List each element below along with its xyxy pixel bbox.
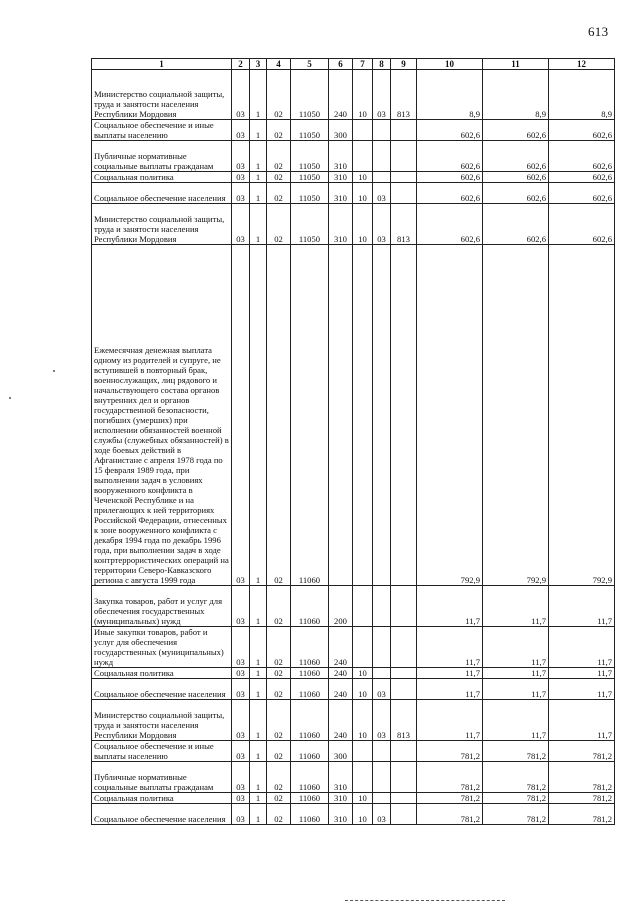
- row-code-cell: [329, 245, 353, 586]
- row-code-cell: 310: [329, 172, 353, 183]
- row-code-cell: [391, 679, 417, 700]
- row-code-cell: 300: [329, 741, 353, 762]
- row-code-cell: 310: [329, 793, 353, 804]
- row-code-cell: 8,9: [549, 70, 615, 120]
- row-code-cell: 10: [353, 172, 373, 183]
- row-code-cell: 1: [250, 245, 267, 586]
- row-code-cell: [391, 172, 417, 183]
- row-name-cell: Ежемесячная денежная выплата одному из родителей и супруге, не вступившей в повторный брак, военнослужащих, лиц рядового и начальствующего состава органов внутренних дел и органов государственной безопасности, погибших (умерших) при исполнении обязанностей военной службы (служебных обязанностей) в ходе боевых действий в Афганистане с апреля 1978 года по 15 февраля 1989 года, при выполнении задач в условиях вооруженного конфликта в Чеченской Республике и на прилегающих к ней территориях Российской Федерации, отнесенных к зоне вооруженного конфликта с декабря 1994 года по декабрь 1996 года, при выполнении задач в ходе контртеррористических операций на территории Северо-Кавказского региона с августа 1999 года: [92, 245, 232, 586]
- row-code-cell: 03: [232, 741, 250, 762]
- row-code-cell: 03: [232, 245, 250, 586]
- row-code-cell: 03: [373, 679, 391, 700]
- row-code-cell: 11050: [291, 172, 329, 183]
- row-code-cell: 11,7: [417, 627, 483, 668]
- row-name-cell: Министерство социальной защиты, труда и занятости населения Республики Мордовия: [92, 204, 232, 245]
- row-code-cell: 781,2: [549, 741, 615, 762]
- row-code-cell: 10: [353, 804, 373, 825]
- row-code-cell: 11060: [291, 245, 329, 586]
- row-code-cell: 11,7: [417, 586, 483, 627]
- row-code-cell: 11050: [291, 141, 329, 172]
- row-code-cell: 602,6: [549, 141, 615, 172]
- row-code-cell: 10: [353, 204, 373, 245]
- row-code-cell: 602,6: [417, 172, 483, 183]
- row-code-cell: 11060: [291, 700, 329, 741]
- row-code-cell: 02: [267, 172, 291, 183]
- row-code-cell: [391, 141, 417, 172]
- table-row: [92, 586, 615, 627]
- row-code-cell: 11,7: [483, 679, 549, 700]
- row-code-cell: 781,2: [417, 741, 483, 762]
- row-code-cell: [373, 245, 391, 586]
- row-code-cell: 11,7: [483, 586, 549, 627]
- row-code-cell: 602,6: [417, 141, 483, 172]
- row-code-cell: 02: [267, 700, 291, 741]
- row-code-cell: 781,2: [483, 762, 549, 793]
- row-code-cell: 11,7: [549, 627, 615, 668]
- row-code-cell: 11050: [291, 183, 329, 204]
- row-code-cell: 1: [250, 762, 267, 793]
- row-code-cell: 02: [267, 204, 291, 245]
- row-code-cell: 11050: [291, 204, 329, 245]
- row-code-cell: 03: [373, 70, 391, 120]
- row-code-cell: 781,2: [483, 793, 549, 804]
- row-code-cell: 11060: [291, 627, 329, 668]
- row-code-cell: 02: [267, 627, 291, 668]
- table-row: [92, 668, 615, 679]
- row-code-cell: 11,7: [483, 700, 549, 741]
- row-code-cell: 813: [391, 204, 417, 245]
- row-code-cell: 11,7: [483, 627, 549, 668]
- row-code-cell: 1: [250, 679, 267, 700]
- table-row: [92, 762, 615, 793]
- row-code-cell: 240: [329, 668, 353, 679]
- row-code-cell: 602,6: [483, 120, 549, 141]
- column-header: 10: [417, 59, 483, 70]
- row-code-cell: 300: [329, 120, 353, 141]
- row-code-cell: 02: [267, 141, 291, 172]
- row-code-cell: [391, 762, 417, 793]
- row-code-cell: 602,6: [483, 183, 549, 204]
- row-code-cell: 602,6: [549, 183, 615, 204]
- row-code-cell: 11050: [291, 70, 329, 120]
- row-code-cell: 781,2: [549, 804, 615, 825]
- table-row: [92, 70, 615, 120]
- row-code-cell: [353, 627, 373, 668]
- row-code-cell: 602,6: [417, 183, 483, 204]
- row-code-cell: 03: [232, 120, 250, 141]
- row-code-cell: 11060: [291, 762, 329, 793]
- row-code-cell: 310: [329, 804, 353, 825]
- row-code-cell: 1: [250, 741, 267, 762]
- row-code-cell: 602,6: [549, 172, 615, 183]
- table-row: [92, 183, 615, 204]
- row-code-cell: [353, 741, 373, 762]
- row-code-cell: 11060: [291, 586, 329, 627]
- row-code-cell: [391, 804, 417, 825]
- row-code-cell: 02: [267, 679, 291, 700]
- column-header: 3: [250, 59, 267, 70]
- row-code-cell: 03: [373, 804, 391, 825]
- row-name-cell: Социальная политика: [92, 668, 232, 679]
- row-code-cell: 03: [232, 204, 250, 245]
- row-code-cell: [373, 586, 391, 627]
- row-code-cell: 11060: [291, 679, 329, 700]
- row-code-cell: 10: [353, 183, 373, 204]
- row-code-cell: 02: [267, 70, 291, 120]
- table-row: [92, 141, 615, 172]
- row-code-cell: 03: [232, 586, 250, 627]
- table-row: [92, 793, 615, 804]
- row-code-cell: 792,9: [483, 245, 549, 586]
- row-code-cell: 781,2: [417, 793, 483, 804]
- row-code-cell: 1: [250, 793, 267, 804]
- row-code-cell: 02: [267, 120, 291, 141]
- row-code-cell: 602,6: [483, 172, 549, 183]
- row-code-cell: 1: [250, 172, 267, 183]
- row-code-cell: [353, 120, 373, 141]
- column-header: 9: [391, 59, 417, 70]
- row-code-cell: 11060: [291, 668, 329, 679]
- row-name-cell: Министерство социальной защиты, труда и занятости населения Республики Мордовия: [92, 700, 232, 741]
- column-header: 12: [549, 59, 615, 70]
- row-name-cell: Публичные нормативные социальные выплаты гражданам: [92, 141, 232, 172]
- row-code-cell: 03: [373, 183, 391, 204]
- scan-speck: [9, 397, 11, 399]
- row-code-cell: 02: [267, 741, 291, 762]
- row-code-cell: 8,9: [417, 70, 483, 120]
- row-code-cell: 03: [232, 70, 250, 120]
- row-code-cell: 310: [329, 141, 353, 172]
- header-row: [92, 59, 615, 70]
- row-code-cell: [391, 586, 417, 627]
- column-header: 4: [267, 59, 291, 70]
- row-code-cell: 11060: [291, 793, 329, 804]
- row-code-cell: [373, 172, 391, 183]
- row-code-cell: 11,7: [483, 668, 549, 679]
- row-code-cell: 11050: [291, 120, 329, 141]
- scan-artifact-line: [345, 900, 505, 902]
- row-code-cell: 1: [250, 141, 267, 172]
- row-name-cell: Закупка товаров, работ и услуг для обеспечения государственных (муниципальных) нужд: [92, 586, 232, 627]
- row-code-cell: 781,2: [549, 793, 615, 804]
- row-code-cell: 02: [267, 762, 291, 793]
- column-header: 7: [353, 59, 373, 70]
- table-row: [92, 120, 615, 141]
- row-name-cell: Социальная политика: [92, 793, 232, 804]
- row-code-cell: 11,7: [549, 700, 615, 741]
- table-row: [92, 679, 615, 700]
- row-code-cell: 602,6: [549, 204, 615, 245]
- row-code-cell: [391, 741, 417, 762]
- row-code-cell: [353, 586, 373, 627]
- row-code-cell: 03: [232, 793, 250, 804]
- row-code-cell: 1: [250, 586, 267, 627]
- row-code-cell: 03: [373, 700, 391, 741]
- row-code-cell: 03: [232, 700, 250, 741]
- row-code-cell: 02: [267, 793, 291, 804]
- row-code-cell: 310: [329, 183, 353, 204]
- table-row: [92, 741, 615, 762]
- row-code-cell: 240: [329, 679, 353, 700]
- column-header: 1: [92, 59, 232, 70]
- table-row: [92, 700, 615, 741]
- row-code-cell: 03: [232, 762, 250, 793]
- budget-table: [91, 58, 615, 825]
- row-code-cell: 602,6: [483, 141, 549, 172]
- scan-speck: [53, 370, 55, 372]
- row-code-cell: [391, 120, 417, 141]
- row-name-cell: Публичные нормативные социальные выплаты гражданам: [92, 762, 232, 793]
- row-code-cell: 8,9: [483, 70, 549, 120]
- table-row: [92, 204, 615, 245]
- row-code-cell: [391, 183, 417, 204]
- row-code-cell: 1: [250, 804, 267, 825]
- row-code-cell: 1: [250, 183, 267, 204]
- row-code-cell: 11,7: [417, 700, 483, 741]
- row-code-cell: 03: [232, 141, 250, 172]
- column-header: 6: [329, 59, 353, 70]
- row-name-cell: Министерство социальной защиты, труда и занятости населения Республики Мордовия: [92, 70, 232, 120]
- row-code-cell: 10: [353, 793, 373, 804]
- row-code-cell: 781,2: [483, 804, 549, 825]
- row-code-cell: 03: [373, 204, 391, 245]
- row-code-cell: [353, 762, 373, 793]
- row-code-cell: 03: [232, 627, 250, 668]
- row-code-cell: 781,2: [417, 762, 483, 793]
- row-code-cell: 11,7: [417, 679, 483, 700]
- row-code-cell: [373, 762, 391, 793]
- row-code-cell: 240: [329, 70, 353, 120]
- row-code-cell: 11,7: [549, 668, 615, 679]
- row-code-cell: [391, 668, 417, 679]
- row-name-cell: Социальное обеспечение населения: [92, 183, 232, 204]
- page-number: 613: [588, 24, 609, 39]
- row-code-cell: 03: [232, 668, 250, 679]
- row-code-cell: 813: [391, 70, 417, 120]
- column-header: 5: [291, 59, 329, 70]
- table-row: [92, 627, 615, 668]
- row-name-cell: Социальная политика: [92, 172, 232, 183]
- row-code-cell: 10: [353, 70, 373, 120]
- row-code-cell: 02: [267, 804, 291, 825]
- row-code-cell: 03: [232, 679, 250, 700]
- row-code-cell: [373, 120, 391, 141]
- table-row: [92, 245, 615, 586]
- row-code-cell: 602,6: [417, 120, 483, 141]
- row-code-cell: 781,2: [417, 804, 483, 825]
- row-code-cell: 781,2: [549, 762, 615, 793]
- row-name-cell: Социальное обеспечение населения: [92, 804, 232, 825]
- row-code-cell: [373, 141, 391, 172]
- column-header: 8: [373, 59, 391, 70]
- column-header: 2: [232, 59, 250, 70]
- row-code-cell: 1: [250, 668, 267, 679]
- row-code-cell: 11060: [291, 741, 329, 762]
- row-code-cell: 240: [329, 627, 353, 668]
- row-name-cell: Иные закупки товаров, работ и услуг для обеспечения государственных (муниципальных) нужд: [92, 627, 232, 668]
- row-code-cell: 11,7: [417, 668, 483, 679]
- row-code-cell: [391, 245, 417, 586]
- row-code-cell: 1: [250, 204, 267, 245]
- table-row: [92, 172, 615, 183]
- row-code-cell: 240: [329, 700, 353, 741]
- row-code-cell: 02: [267, 183, 291, 204]
- row-code-cell: 1: [250, 120, 267, 141]
- row-code-cell: 813: [391, 700, 417, 741]
- row-code-cell: 02: [267, 668, 291, 679]
- row-code-cell: 02: [267, 245, 291, 586]
- row-code-cell: [373, 741, 391, 762]
- row-code-cell: 602,6: [549, 120, 615, 141]
- row-code-cell: 792,9: [549, 245, 615, 586]
- row-code-cell: 792,9: [417, 245, 483, 586]
- row-code-cell: 11,7: [549, 679, 615, 700]
- row-code-cell: [391, 627, 417, 668]
- row-code-cell: [391, 793, 417, 804]
- row-code-cell: [353, 245, 373, 586]
- row-code-cell: 602,6: [417, 204, 483, 245]
- row-code-cell: 310: [329, 762, 353, 793]
- row-code-cell: [373, 793, 391, 804]
- row-code-cell: 10: [353, 700, 373, 741]
- row-code-cell: [353, 141, 373, 172]
- row-code-cell: [373, 627, 391, 668]
- row-code-cell: 1: [250, 627, 267, 668]
- row-code-cell: 11060: [291, 804, 329, 825]
- row-code-cell: 310: [329, 204, 353, 245]
- row-code-cell: 1: [250, 70, 267, 120]
- column-header: 11: [483, 59, 549, 70]
- row-name-cell: Социальное обеспечение населения: [92, 679, 232, 700]
- row-code-cell: 1: [250, 700, 267, 741]
- row-code-cell: 02: [267, 586, 291, 627]
- row-code-cell: 03: [232, 804, 250, 825]
- table-row: [92, 804, 615, 825]
- row-code-cell: 200: [329, 586, 353, 627]
- row-code-cell: 03: [232, 183, 250, 204]
- row-name-cell: Социальное обеспечение и иные выплаты населению: [92, 741, 232, 762]
- row-code-cell: 602,6: [483, 204, 549, 245]
- row-code-cell: 03: [232, 172, 250, 183]
- row-code-cell: 10: [353, 679, 373, 700]
- row-code-cell: 781,2: [483, 741, 549, 762]
- row-code-cell: [373, 668, 391, 679]
- row-code-cell: 10: [353, 668, 373, 679]
- row-code-cell: 11,7: [549, 586, 615, 627]
- row-name-cell: Социальное обеспечение и иные выплаты населению: [92, 120, 232, 141]
